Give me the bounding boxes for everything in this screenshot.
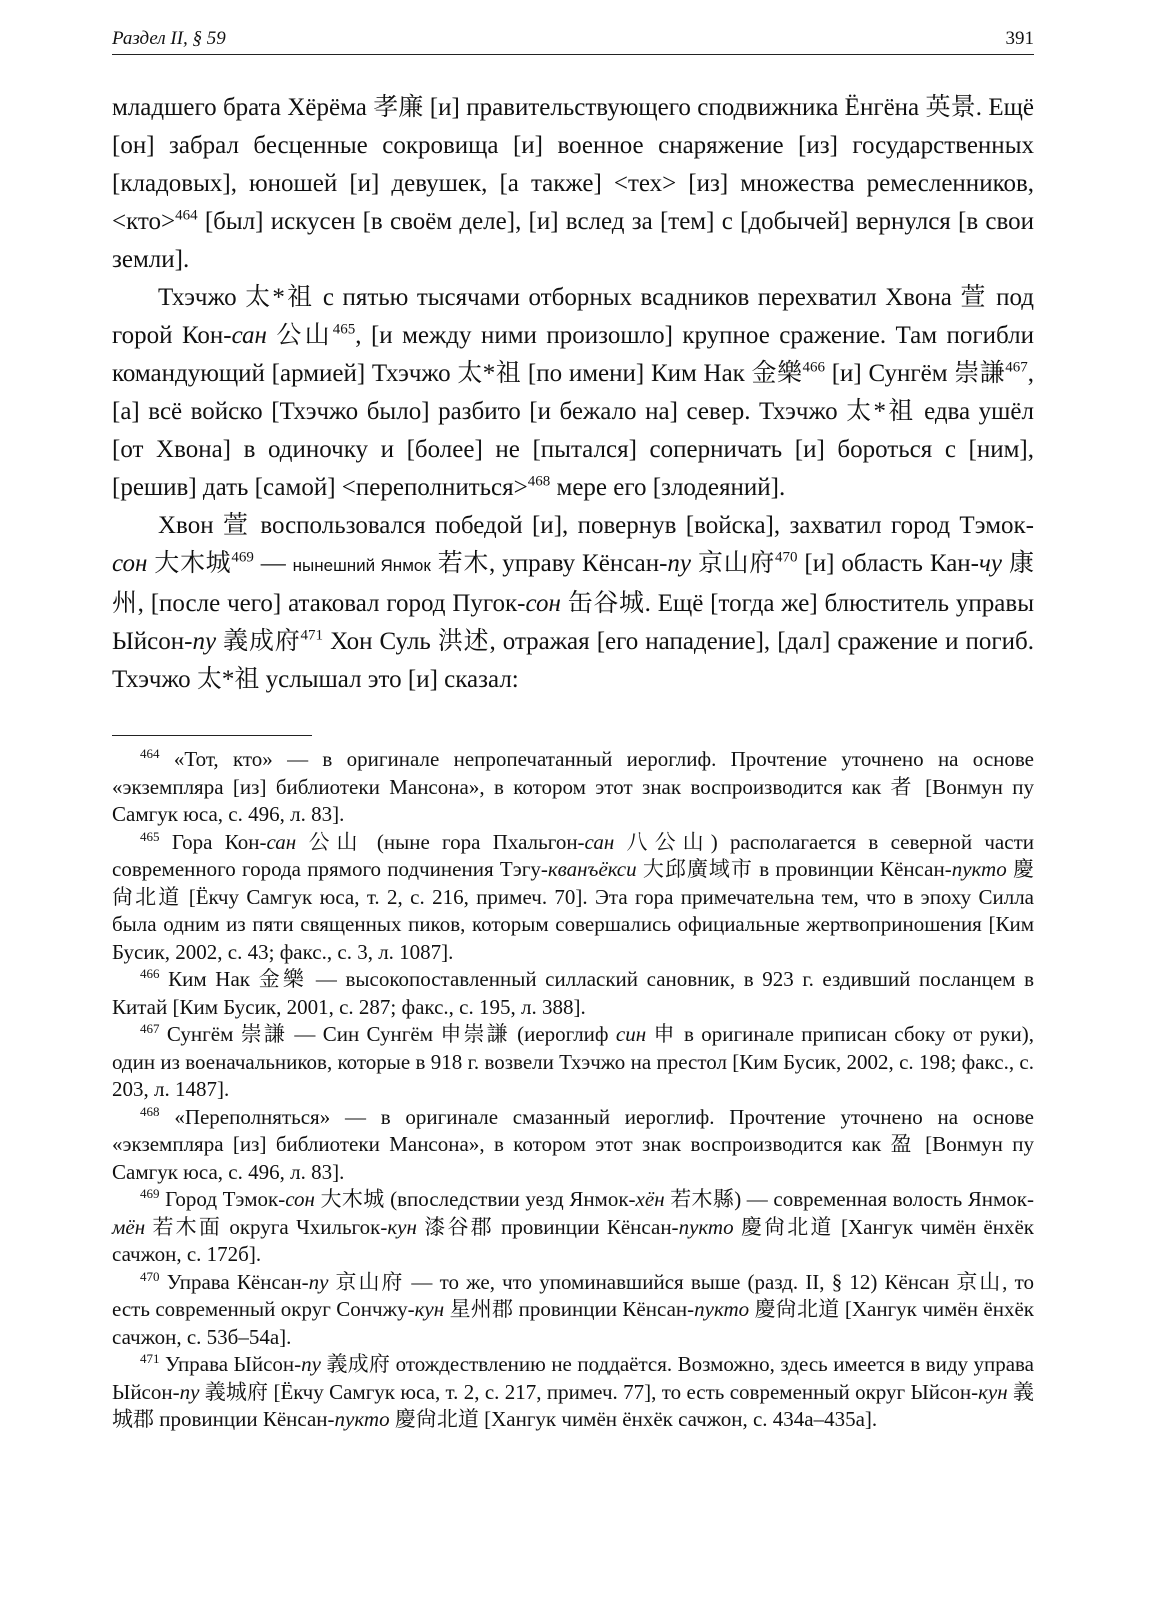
footnote-number: 471 bbox=[140, 1351, 160, 1366]
footnotes bbox=[112, 746, 1034, 1434]
footnote-divider bbox=[112, 735, 312, 736]
footnote-text: Гора Кон-сан 公山 (ныне гора Пхальгон-сан 八公山) располагается в северной части современного города прямого подчинения Тэгу-кванъёкси 大邱廣域市 в провинции Кёнсан-пукто 慶尙北道 [Ёкчу Самгук юса, т. 2, с. 216, примеч. 70]. Эта гора примечательна тем, что в эпоху Силла была одним из пяти священных пиков, которым совершались официальные жертвоприношения [Ким Бусик, 2002, с. 43; факс., с. 3, л. 1087]. bbox=[112, 829, 1034, 964]
footnote-number: 468 bbox=[140, 1103, 160, 1119]
footnote-number: 470 bbox=[140, 1268, 160, 1284]
footnote bbox=[112, 746, 1034, 829]
page-number: 391 bbox=[1005, 28, 1034, 49]
footnote-number: 464 bbox=[140, 746, 160, 761]
footnote-text: «Тот, кто» — в оригинале непропечатанный иероглиф. Прочтение уточнено на основе «экземпляра [из] библиотеки Мансона», в котором этот знак воспроизводится как 者 [Вонмун пу Самгук юса, с. 496, л. 83]. bbox=[112, 747, 1035, 826]
footnote-text: Ким Нак 金樂 — высокопоставленный силлаский сановник, в 923 г. ездивший посланцем в Китай [Ким Бусик, 2001, с. 287; факс., с. 195, л. 388]. bbox=[112, 967, 1034, 1019]
main-text bbox=[112, 89, 1034, 699]
paragraph: Тхэчжо 太*祖 с пятью тысячами отборных всадников перехватил Хвона 萱 под горой Кон-сан 公山$^{465}$, [и между ними произошло] крупное сражение. Там погибли командующий [армией] Тхэчжо 太*祖 [по имени] Ким Нак 金樂$^{466}$ [и] Сунгём 崇謙$^{467}$, [а] всё войско [Тхэчжо было] разбито [и бежало на] север. Тхэчжо 太*祖 едва ушёл [от Хвона] в одиночку и [более] не [пытался] соперничать [и] бороться с [ним], [решив] дать [самой] <переполниться>$^{468}$ мере его [злодеяний]. bbox=[112, 284, 1034, 501]
footnote-number: 467 bbox=[140, 1021, 160, 1036]
footnote-text: Город Тэмок-сон 大木城 (впоследствии уезд Янмок-хён 若木縣) — современная волость Янмок-мён 若木面 округа Чхильгок-кун 漆谷郡 провинции Кёнсан-пукто 慶尙北道 [Хангук чимён ёнхёк сачжон, с. 172б]. bbox=[112, 1187, 1035, 1266]
footnote-text: Управа Ыйсон-пу 義成府 отождествлению не поддаётся. Возможно, здесь имеется в виду управа Ыйсон-пу 義城府 [Ёкчу Самгук юса, т. 2, с. 217, примеч. 77], то есть современный округ Ыйсон-кун 義城郡 провинции Кёнсан-пукто 慶尙北道 [Хангук чимён ёнхёк сачжон, с. 434а–435а]. bbox=[112, 1352, 1034, 1431]
footnote bbox=[112, 1021, 1034, 1104]
footnote bbox=[112, 1186, 1034, 1269]
footnote-text: Управа Кёнсан-пу 京山府 — то же, что упоминавшийся выше (разд. II, § 12) Кёнсан 京山, то есть современный округ Сончжу-кун 星州郡 провинции Кёнсан-пукто 慶尙北道 [Хангук чимён ёнхёк сачжон, с. 53б–54а]. bbox=[112, 1269, 1034, 1349]
footnote bbox=[112, 966, 1034, 1021]
book-page bbox=[112, 28, 1034, 1434]
paragraph: Хвон 萱 воспользовался победой [и], повернув [войска], захватил город Тэмок-сон 大木城$^{469}$ — нынешний Янмок 若木, управу Кёнсан-пу 京山府$^{470}$ [и] область Кан-чу 康州, [после чего] атаковал город Пугок-сон 缶谷城. Ещё [тогда же] блюститель управы Ыйсон-пу 義成府$^{471}$ Хон Суль 洪述, отражая [его нападение], [дал] сражение и погиб. Тхэчжо 太*祖 услышал это [и] сказал: bbox=[112, 512, 1034, 693]
footnote bbox=[112, 1351, 1034, 1434]
footnote-number: 466 bbox=[140, 966, 160, 981]
footnote-number: 465 bbox=[140, 828, 160, 844]
paragraph: младшего брата Хёрёма 孝廉 [и] правительствующего сподвижника Ёнгёна 英景. Ещё [он] забрал бесценные сокровища [и] военное снаряжение [из] государственных [кладовых], юношей [и] девушек, [а также] <тех> [из] множества ремесленников, <кто>$^{464}$ [был] искусен [в своём деле], [и] вслед за [тем] с [добычей] вернулся [в свои земли]. bbox=[112, 94, 1034, 273]
footnote-text: «Переполняться» — в оригинале смазанный иероглиф. Прочтение уточнено на основе «экземпляра [из] библиотеки Мансона», в котором этот знак воспроизводится как 盈 [Вонмун пу Самгук юса, с. 496, л. 83]. bbox=[112, 1104, 1035, 1184]
footnote bbox=[112, 1104, 1034, 1187]
footnote bbox=[112, 829, 1034, 967]
section-title: Раздел II, § 59 bbox=[112, 28, 226, 49]
footnote-number: 469 bbox=[140, 1186, 160, 1201]
footnote-text: Сунгём 崇謙 — Син Сунгём 申崇謙 (иероглиф син 申 в оригинале приписан сбоку от руки), один из военачальников, которые в 918 г. возвели Тхэчжо на престол [Ким Бусик, 2002, с. 198; факс., с. 203, л. 1487]. bbox=[112, 1022, 1034, 1101]
footnote bbox=[112, 1269, 1034, 1352]
running-header bbox=[112, 28, 1034, 55]
